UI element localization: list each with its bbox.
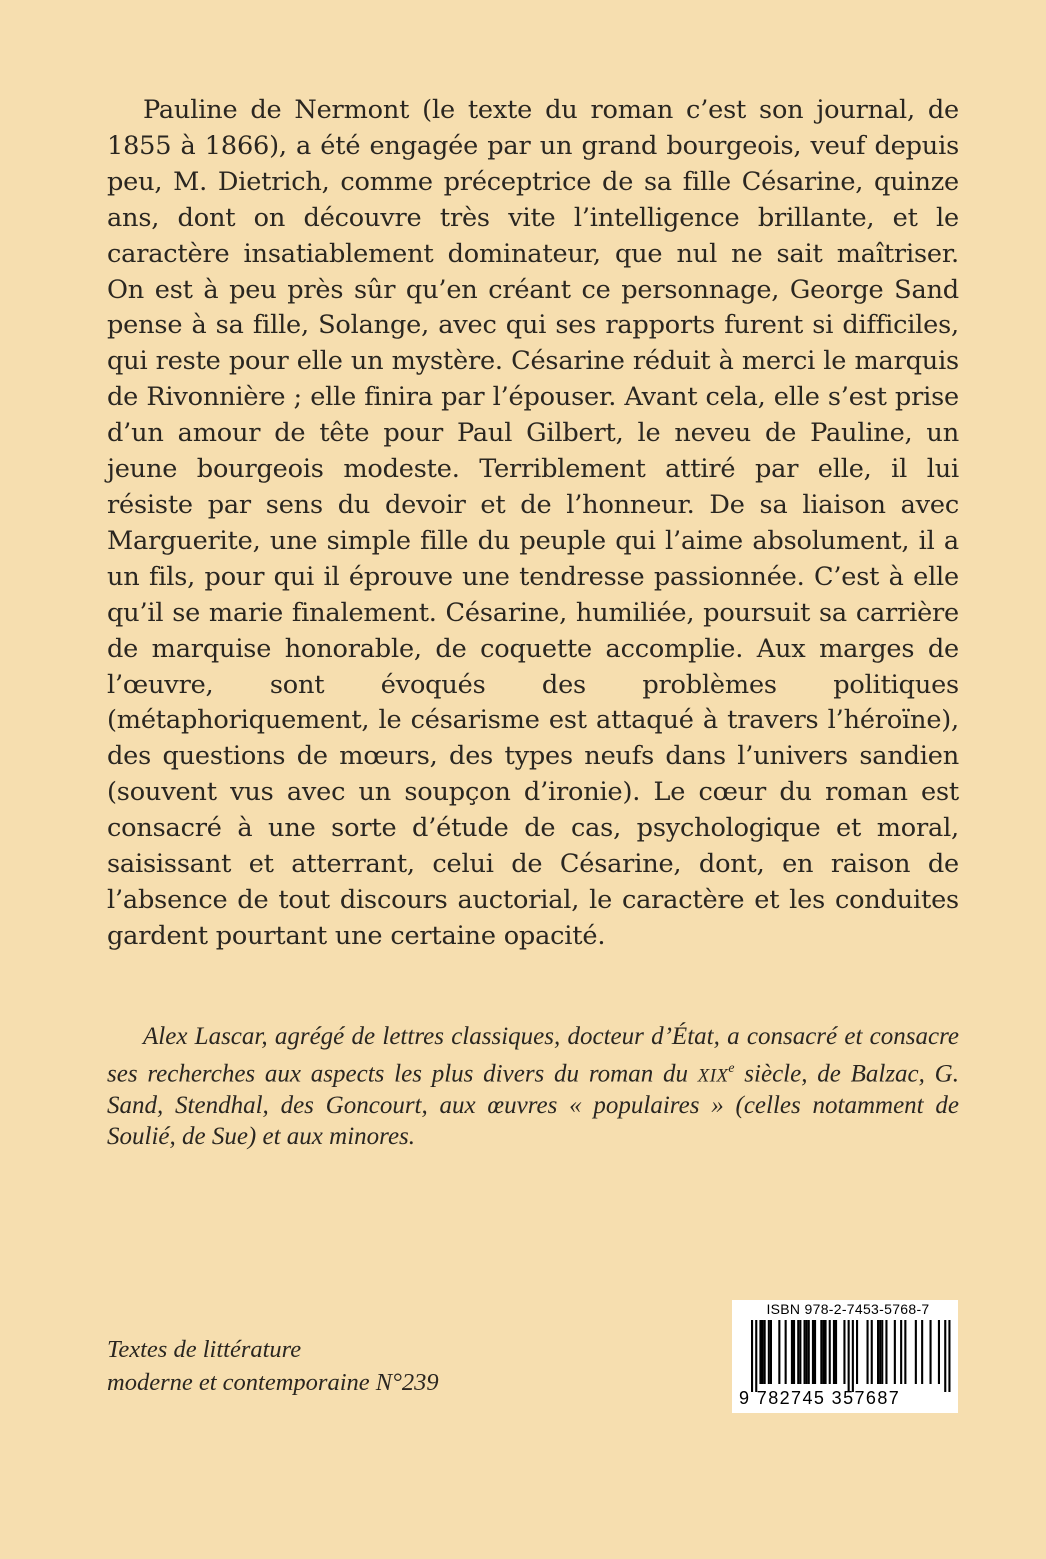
barcode-bar [804, 1320, 806, 1384]
barcode-bar [894, 1320, 896, 1384]
barcode-bar [778, 1320, 780, 1384]
barcode-bar [944, 1320, 946, 1392]
author-bio-text: Alex Lascar, agrégé de lettres classiques, docteur d’État, a consacré et consacre ses recherches aux aspects les plus divers du roman du [107, 1023, 959, 1087]
barcode-bar [877, 1320, 879, 1384]
barcode-bar [843, 1320, 845, 1384]
barcode-bar [762, 1320, 764, 1384]
barcode-bar [793, 1320, 795, 1384]
book-summary: Pauline de Nermont (le texte du roman c’est son journal, de 1855 à 1866), a été engagée par un grand bourgeois, veuf depuis peu, M. Dietrich, comme préceptrice de sa fille Césarine, quinze ans, dont on découvre très vite l’intelligence brillante, et le caractère insatiablement dominateur, que nul ne sait maîtriser. On est à peu près sûr qu’en créant ce personnage, George Sand pense à sa fille, Solange, avec qui ses rapports furent si difficiles, qui reste pour elle un mystère. Césarine réduit à merci le marquis de Rivonnière ; elle finira par l’épouser. Avant cela, elle s’est prise d’un amour de tête pour Paul Gilbert, le neveu de Pauline, un jeune bourgeois modeste. Terriblement attiré par elle, il lui résiste par sens du devoir et de l’honneur. De sa liaison avec Marguerite, une simple fille du peuple qui l’aime absolument, il a un fils, pour qui il éprouve une tendresse passionnée. C’est à elle qu’il se marie finalement. Césarine, humiliée, poursuit sa carrière de marquise honorable, de coquette accomplie. Aux marges de l’œuvre, sont évoqués des problèmes politiques (métaphoriquement, le césarisme est attaqué à travers l’héroïne), des questions de mœurs, des types neufs dans l’univers sandien (souvent vus avec un soupçon d’ironie). Le cœur du roman est consacré à une sorte d’étude de cas, psychologique et moral, saisissant et atterrant, celui de Césarine, dont, en raison de l’absence de tout discours auctorial, le caractère et les conduites gardent pourtant une certaine opacité. [107, 95, 959, 951]
barcode-bars [741, 1320, 951, 1392]
barcode-bar [791, 1320, 793, 1384]
barcode-bar [814, 1320, 816, 1384]
barcode-bar [885, 1320, 887, 1384]
barcode-bar [755, 1320, 757, 1392]
barcode-bar [751, 1320, 753, 1392]
barcode-bar [764, 1320, 766, 1384]
barcode-bar [820, 1320, 822, 1384]
series-info [107, 1333, 439, 1399]
author-bio [107, 1022, 959, 1152]
barcode-bar [812, 1320, 814, 1384]
barcode-bar [921, 1320, 923, 1384]
barcode-bar [948, 1320, 950, 1392]
isbn-label: ISBN 978-2-7453-5768-7 [766, 1301, 930, 1317]
century-numeral: XIX [697, 1064, 729, 1086]
barcode-bar [852, 1320, 854, 1392]
series-line-1: Textes de littérature [107, 1336, 302, 1363]
series-line-2: moderne et contemporaine N°239 [107, 1369, 439, 1396]
barcode-bar [808, 1320, 810, 1384]
barcode-bar [904, 1320, 906, 1384]
barcode-bar [848, 1320, 850, 1392]
barcode-bar [879, 1320, 881, 1384]
barcode-bar [806, 1320, 808, 1384]
barcode-bar [829, 1320, 831, 1384]
barcode-bar [797, 1320, 799, 1384]
barcode-bar [938, 1320, 940, 1384]
author-bio-text-end: siècle, de Balzac, G. Sand, Stendhal, des Goncourt, aux œuvres « populaires » (celles notamment de Soulié, de Sue) et aux minores. [107, 1059, 959, 1150]
barcode-bar [822, 1320, 824, 1384]
barcode-bar [785, 1320, 787, 1384]
barcode-bar [770, 1320, 772, 1384]
barcode-bar [759, 1320, 761, 1384]
barcode-bar [881, 1320, 883, 1384]
barcode-bar [825, 1320, 827, 1384]
barcode-digits: 9 782745 357687 [739, 1388, 901, 1408]
isbn-barcode [732, 1300, 958, 1413]
century-suffix: e [728, 1059, 735, 1075]
barcode-bar [768, 1320, 770, 1384]
barcode-bar [833, 1320, 835, 1384]
barcode-bar [871, 1320, 873, 1384]
barcode-bar [915, 1320, 917, 1384]
barcode-bar [799, 1320, 801, 1384]
barcode-bar [856, 1320, 858, 1384]
barcode-bar [835, 1320, 837, 1384]
barcode-bar [867, 1320, 869, 1384]
barcode-bar [900, 1320, 902, 1384]
barcode-bar [930, 1320, 932, 1384]
